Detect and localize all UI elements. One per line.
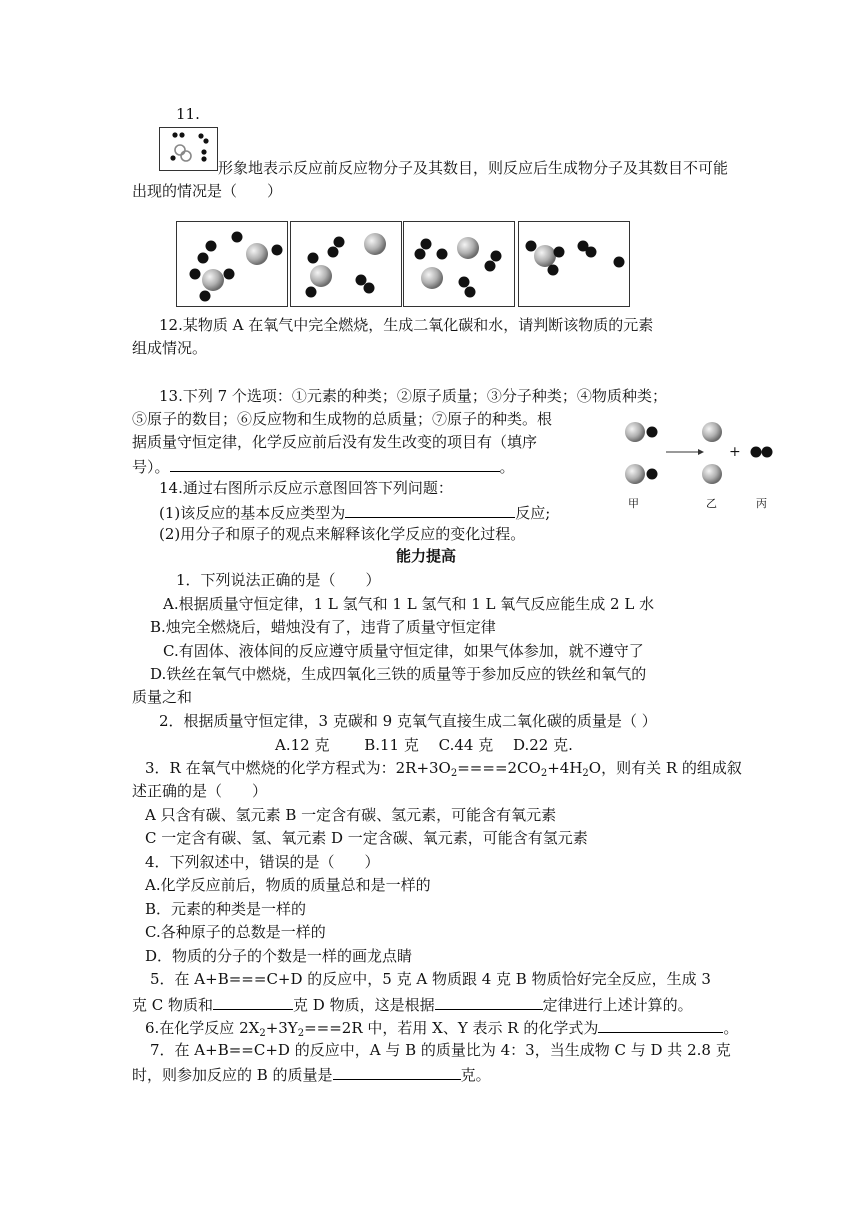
p3-options-ab: A 只含有碳、氢元素 B 一定含有碳、氢元素，可能含有氧元素 [145,806,557,824]
q13-line-1: 13.下列 7 个选项：①元素的种类；②原子质量；③分子种类；④物质种类； [159,387,667,405]
p5-mass-blank[interactable] [213,993,293,1010]
p4-option-b: B．元素的种类是一样的 [145,900,307,918]
p1-option-d-line-2: 质量之和 [132,688,193,706]
p4-option-c: C.各种原子的总数是一样的 [145,923,326,941]
p7-line-1: 7．在 A+B==C+D 的反应中，A 与 B 的质量比为 4：3，当生成物 C 与 D 共 2.8 克 [150,1041,731,1059]
molecule-diagram-4-icon [519,222,629,306]
q13-line-2: ⑤原子的数目；⑥反应物和生成物的总质量；⑦原子的种类。根 [132,410,553,428]
p3-line-2: 述正确的是（ ） [132,782,268,800]
p6-part-1: 6.在化学反应 2X [145,1019,260,1037]
p4-stem: 4．下列叙述中，错误的是（ ） [145,853,380,871]
p1-stem: 1．下列说法正确的是（ ） [176,571,381,589]
p1-option-c: C.有固体、液体间的反应遵守质量守恒定律，如果气体参加，就不遵守了 [163,642,644,660]
p5-law-blank[interactable] [435,993,543,1010]
p6-part-3: ===2R 中，若用 X、Y 表示 R 的化学式为 [304,1019,599,1037]
p3-eq-part-2: ====2CO [457,759,541,777]
p2-stem: 2．根据质量守恒定律，3 克碳和 9 克氧气直接生成二氧化碳的质量是（ ） [159,712,657,730]
q14-sub1-prefix: (1)该反应的基本反应类型为 [159,504,346,522]
q11-reactant-image [159,127,218,171]
q11-option-box-4 [518,221,630,307]
q11-stem-line-1: 形象地表示反应前反应物分子及其数目，则反应后生成物分子及其数目不可能 [218,159,729,177]
q11-option-box-2 [290,221,402,307]
p6-formula-blank[interactable] [598,1016,723,1033]
p5-part-2: 克 D 物质，这是根据 [293,996,435,1014]
q14-reaction-type-blank[interactable] [345,501,515,518]
p5-line-1: 5．在 A+B===C+D 的反应中，5 克 A 物质跟 4 克 B 物质恰好完全反应，生成 3 [150,970,711,988]
plus-sign: + [729,444,741,460]
q14-line-2 [159,501,550,523]
p5-part-1: 克 C 物质和 [132,996,214,1014]
p4-option-a: A.化学反应前后，物质的质量总和是一样的 [145,876,431,894]
p6-sub-1: 2 [259,1028,266,1039]
q12-line-1: 12.某物质 A 在氧气中完全燃烧，生成二氧化碳和水，请判断该物质的元素 [159,316,654,334]
section-title: 能力提高 [396,547,457,565]
p7-part-2: 克。 [460,1066,491,1084]
p1-option-d-line-1: D.铁丝在氧气中燃烧，生成四氧化三铁的质量等于参加反应的铁丝和氧气的 [150,665,647,683]
p6-sub-2: 2 [297,1028,305,1039]
q14-sub1-suffix: 反应; [515,504,551,522]
label-bing: 丙 [756,497,767,510]
p3-eq-part-4: O，则有关 R 的组成叙 [588,759,742,777]
q13-prefix: 号）。 [132,458,170,476]
q13-line-3: 据质量守恒定律，化学反应前后没有发生改变的项目有（填序 [132,433,538,451]
q11-stem-line-2: 出现的情况是（ ） [132,182,283,200]
p5-line-2 [132,993,693,1015]
p3-eq-sub-2: 2 [540,768,548,779]
p3-options-cd: C 一定含有碳、氢、氧元素 D 一定含碳、氧元素，可能含有氢元素 [145,829,588,847]
label-jia: 甲 [628,497,639,510]
q13-suffix: 。 [499,458,515,476]
p5-part-3: 定律进行上述计算的。 [542,996,693,1014]
q14-line-3: (2)用分子和原子的观点来解释该化学反应的变化过程。 [159,525,526,543]
p6-part-4: 。 [723,1019,739,1037]
molecule-diagram-1-icon [177,222,287,306]
p1-option-a: A.根据质量守恒定律，1 L 氢气和 1 L 氢气和 1 L 氧气反应能生成 2 L 水 [163,595,655,613]
reactant-molecules-icon [160,128,217,170]
q13-answer-blank[interactable] [170,455,500,472]
p3-eq-part-3: +4H [547,759,583,777]
molecule-diagram-2-icon [291,222,401,306]
q11-number: 11. [176,105,200,123]
p7-mass-blank[interactable] [333,1063,461,1080]
q11-option-box-1 [176,221,288,307]
p3-eq-part-1: 3．R 在氧气中燃烧的化学方程式为：2R+3O [145,759,451,777]
p1-option-b: B.烛完全燃烧后，蜡烛没有了，违背了质量守恒定律 [150,618,496,636]
p7-line-2 [132,1063,491,1085]
label-yi: 乙 [706,497,717,510]
q14-reaction-diagram [618,414,788,514]
q12-line-2: 组成情况。 [132,339,208,357]
p4-option-d: D．物质的分子的个数是一样的画龙点睛 [145,947,413,965]
molecule-diagram-3-icon [404,222,514,306]
q14-line-1: 14.通过右图所示反应示意图回答下列问题： [159,479,453,497]
p2-options: A.12 克 B.11 克 C.44 克 D.22 克. [275,736,573,754]
p6-part-2: +3Y [265,1019,298,1037]
q11-option-box-3 [403,221,515,307]
q13-line-4 [132,455,515,477]
p7-part-1: 时，则参加反应的 B 的质量是 [132,1066,333,1084]
p3-eq-sub-3: 2 [582,768,589,779]
p3-eq-sub-1: 2 [450,768,458,779]
